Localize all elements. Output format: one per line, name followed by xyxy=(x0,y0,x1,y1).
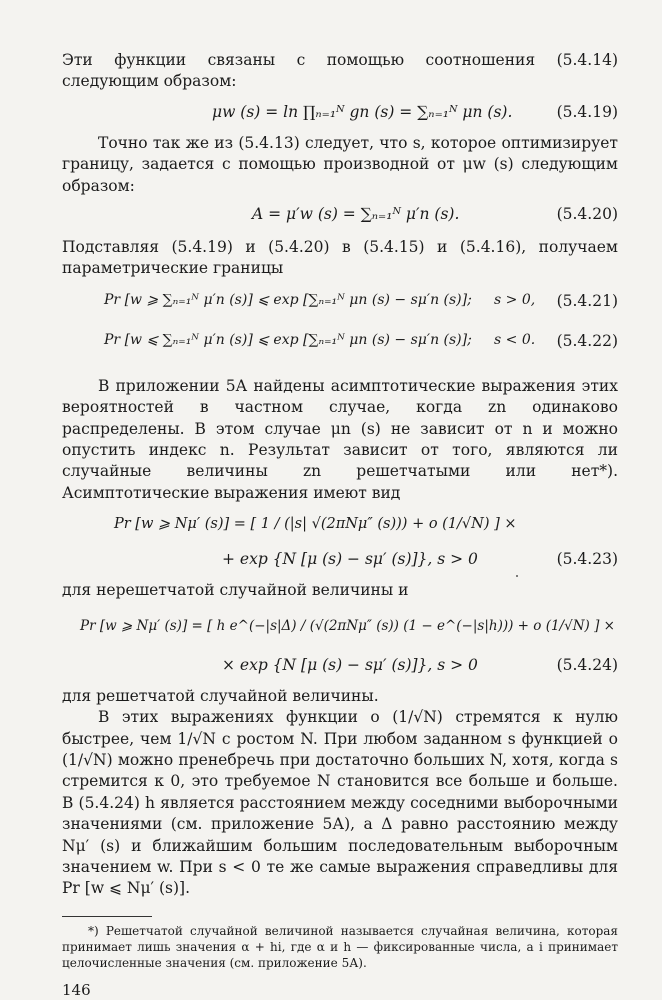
equation-5-4-20 xyxy=(62,197,618,237)
equation-5-4-19 xyxy=(62,93,618,133)
footnote: *) Решетчатой случайной величиной называется случайная величина, которая принимает лишь значения α + hi, где α и h — фиксированные числа, а i принимает целочисленные значения (см. приложение 5А). xyxy=(62,923,618,970)
equation-number: (5.4.22) xyxy=(556,331,618,350)
page-body xyxy=(62,50,618,999)
equation-5-4-22 xyxy=(62,326,618,376)
paragraph-1: Эти функции связаны с помощью соотношения (5.4.14) следующим образом: xyxy=(62,51,618,91)
scan-speck xyxy=(516,575,518,577)
equation-5-4-24-line-1 xyxy=(62,602,618,652)
equation-text: μw (s) = ln ∏ₙ₌₁ᴺ gn (s) = ∑ₙ₌₁ᴺ μn (s). xyxy=(212,102,513,121)
equation-number: (5.4.21) xyxy=(556,291,618,310)
paragraph-2: Точно так же из (5.4.13) следует, что s, которое оптимизирует границу, задается с помощью производной от μw (s) следующим образом: xyxy=(62,133,618,195)
page-number: 146 xyxy=(62,980,91,999)
equation-text: × exp {N [μ (s) − sμ′ (s)]}, s > 0 xyxy=(222,655,478,674)
equation-5-4-21 xyxy=(62,280,618,326)
equation-number: (5.4.24) xyxy=(556,655,618,674)
equation-5-4-23-line-1 xyxy=(62,504,618,548)
equation-5-4-23-line-2 xyxy=(62,548,618,580)
equation-number: (5.4.23) xyxy=(556,550,618,569)
paragraph-7: В этих выражениях функции o (1/√N) стремятся к нулю быстрее, чем 1/√N с ростом N. При любом заданном s функцией o (1/√N) можно пренебречь при достаточно больших N, хотя, когда s стремится к 0, это требуемое N становится все больше и больше. В (5.4.24) h является расстоянием между соседними выборочными значениями (см. приложение 5А), а Δ равно расстоянию между Nμ′ (s) и ближайшим большим последовательным выборочным значением w. При s < 0 те же самые выражения справедливы для Pr [w ⩽ Nμ′ (s)]. xyxy=(62,708,618,898)
equation-text: Pr [w ⩾ Nμ′ (s)] = [ h e^(−|s|Δ) / (√(2πNμ″ (s)) (1 − e^(−|s|h))) + o (1/√N) ] × xyxy=(80,617,615,634)
equation-number: (5.4.20) xyxy=(556,205,618,224)
equation-condition: s < 0. xyxy=(494,331,536,348)
equation-text: Pr [w ⩾ Nμ′ (s)] = [ 1 / (|s| √(2πNμ″ (s))) + o (1/√N) ] × xyxy=(114,516,517,533)
paragraph-5: для нерешетчатой случайной величины и xyxy=(62,581,409,600)
equation-number: (5.4.19) xyxy=(556,102,618,121)
equation-5-4-24-line-2 xyxy=(62,652,618,686)
paragraph-4: В приложении 5А найдены асимптотические выражения этих вероятностей в частном случае, когда zn одинаково распределены. В этом случае μn (s) не зависит от n и можно опустить индекс n. Результат зависит от того, являются ли случайные величины zn решетчатыми или нет*). Асимптотические выражения имеют вид xyxy=(62,376,618,502)
footnote-divider xyxy=(62,916,152,917)
paragraph-6: для решетчатой случайной величины. xyxy=(62,686,379,705)
equation-text: + exp {N [μ (s) − sμ′ (s)]}, s > 0 xyxy=(222,550,478,569)
equation-text: A = μ′w (s) = ∑ₙ₌₁ᴺ μ′n (s). xyxy=(252,205,460,224)
equation-text: Pr [w ⩽ ∑ₙ₌₁ᴺ μ′n (s)] ⩽ exp [∑ₙ₌₁ᴺ μn (s) − sμ′n (s)]; xyxy=(104,331,472,348)
equation-condition: s > 0, xyxy=(494,291,536,308)
equation-text: Pr [w ⩾ ∑ₙ₌₁ᴺ μ′n (s)] ⩽ exp [∑ₙ₌₁ᴺ μn (s) − sμ′n (s)]; xyxy=(104,291,472,308)
paragraph-3: Подставляя (5.4.19) и (5.4.20) в (5.4.15) и (5.4.16), получаем параметрические границы xyxy=(62,238,618,278)
